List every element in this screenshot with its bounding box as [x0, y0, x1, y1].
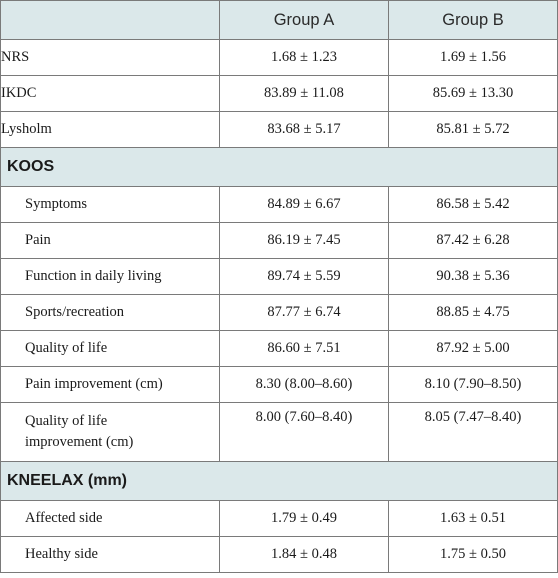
- row-label: Affected side: [1, 501, 220, 537]
- cell-group-b: 8.10 (7.90–8.50): [388, 367, 557, 403]
- table-row: [1, 403, 558, 462]
- row-label: Sports/recreation: [1, 295, 220, 331]
- cell-group-b: 85.69 ± 13.30: [388, 76, 557, 112]
- cell-group-b: 88.85 ± 4.75: [388, 295, 557, 331]
- section-title: KOOS: [1, 148, 558, 187]
- table-row: [1, 537, 558, 573]
- table-row: [1, 112, 558, 148]
- cell-group-a: 1.68 ± 1.23: [219, 40, 388, 76]
- cell-group-b: 85.81 ± 5.72: [388, 112, 557, 148]
- row-label: IKDC: [1, 76, 220, 112]
- table-row: [1, 259, 558, 295]
- section-title: KNEELAX (mm): [1, 462, 558, 501]
- row-label: Quality of life: [1, 331, 220, 367]
- table-row: [1, 295, 558, 331]
- row-label: Healthy side: [1, 537, 220, 573]
- header-group-b: Group B: [388, 1, 557, 40]
- row-label: [1, 403, 220, 462]
- table-row: [1, 501, 558, 537]
- cell-group-a: 86.19 ± 7.45: [219, 223, 388, 259]
- row-label: Pain: [1, 223, 220, 259]
- row-label: Symptoms: [1, 187, 220, 223]
- section-row-koos: [1, 148, 558, 187]
- row-label: Pain improvement (cm): [1, 367, 220, 403]
- header-blank: [1, 1, 220, 40]
- cell-group-a: 83.68 ± 5.17: [219, 112, 388, 148]
- table-row: [1, 223, 558, 259]
- cell-group-a: 8.30 (8.00–8.60): [219, 367, 388, 403]
- table-header: [1, 1, 558, 40]
- cell-group-b: 87.42 ± 6.28: [388, 223, 557, 259]
- row-label: Function in daily living: [1, 259, 220, 295]
- cell-group-b: 8.05 (7.47–8.40): [388, 403, 557, 462]
- cell-group-a: 1.79 ± 0.49: [219, 501, 388, 537]
- cell-group-b: 87.92 ± 5.00: [388, 331, 557, 367]
- cell-group-a: 86.60 ± 7.51: [219, 331, 388, 367]
- row-label: NRS: [1, 40, 220, 76]
- cell-group-a: 8.00 (7.60–8.40): [219, 403, 388, 462]
- cell-group-b: 90.38 ± 5.36: [388, 259, 557, 295]
- table-row: [1, 367, 558, 403]
- row-label-line2: improvement (cm): [25, 434, 134, 450]
- row-label-line1: Quality of life: [25, 413, 108, 429]
- cell-group-b: 1.69 ± 1.56: [388, 40, 557, 76]
- cell-group-a: 84.89 ± 6.67: [219, 187, 388, 223]
- table-row: [1, 331, 558, 367]
- cell-group-b: 86.58 ± 5.42: [388, 187, 557, 223]
- cell-group-a: 1.84 ± 0.48: [219, 537, 388, 573]
- row-label: Lysholm: [1, 112, 220, 148]
- cell-group-a: 87.77 ± 6.74: [219, 295, 388, 331]
- header-group-a: Group A: [219, 1, 388, 40]
- section-row-kneelax: [1, 462, 558, 501]
- table-row: [1, 40, 558, 76]
- cell-group-b: 1.63 ± 0.51: [388, 501, 557, 537]
- table-row: [1, 187, 558, 223]
- table-row: [1, 76, 558, 112]
- cell-group-b: 1.75 ± 0.50: [388, 537, 557, 573]
- cell-group-a: 89.74 ± 5.59: [219, 259, 388, 295]
- cell-group-a: 83.89 ± 11.08: [219, 76, 388, 112]
